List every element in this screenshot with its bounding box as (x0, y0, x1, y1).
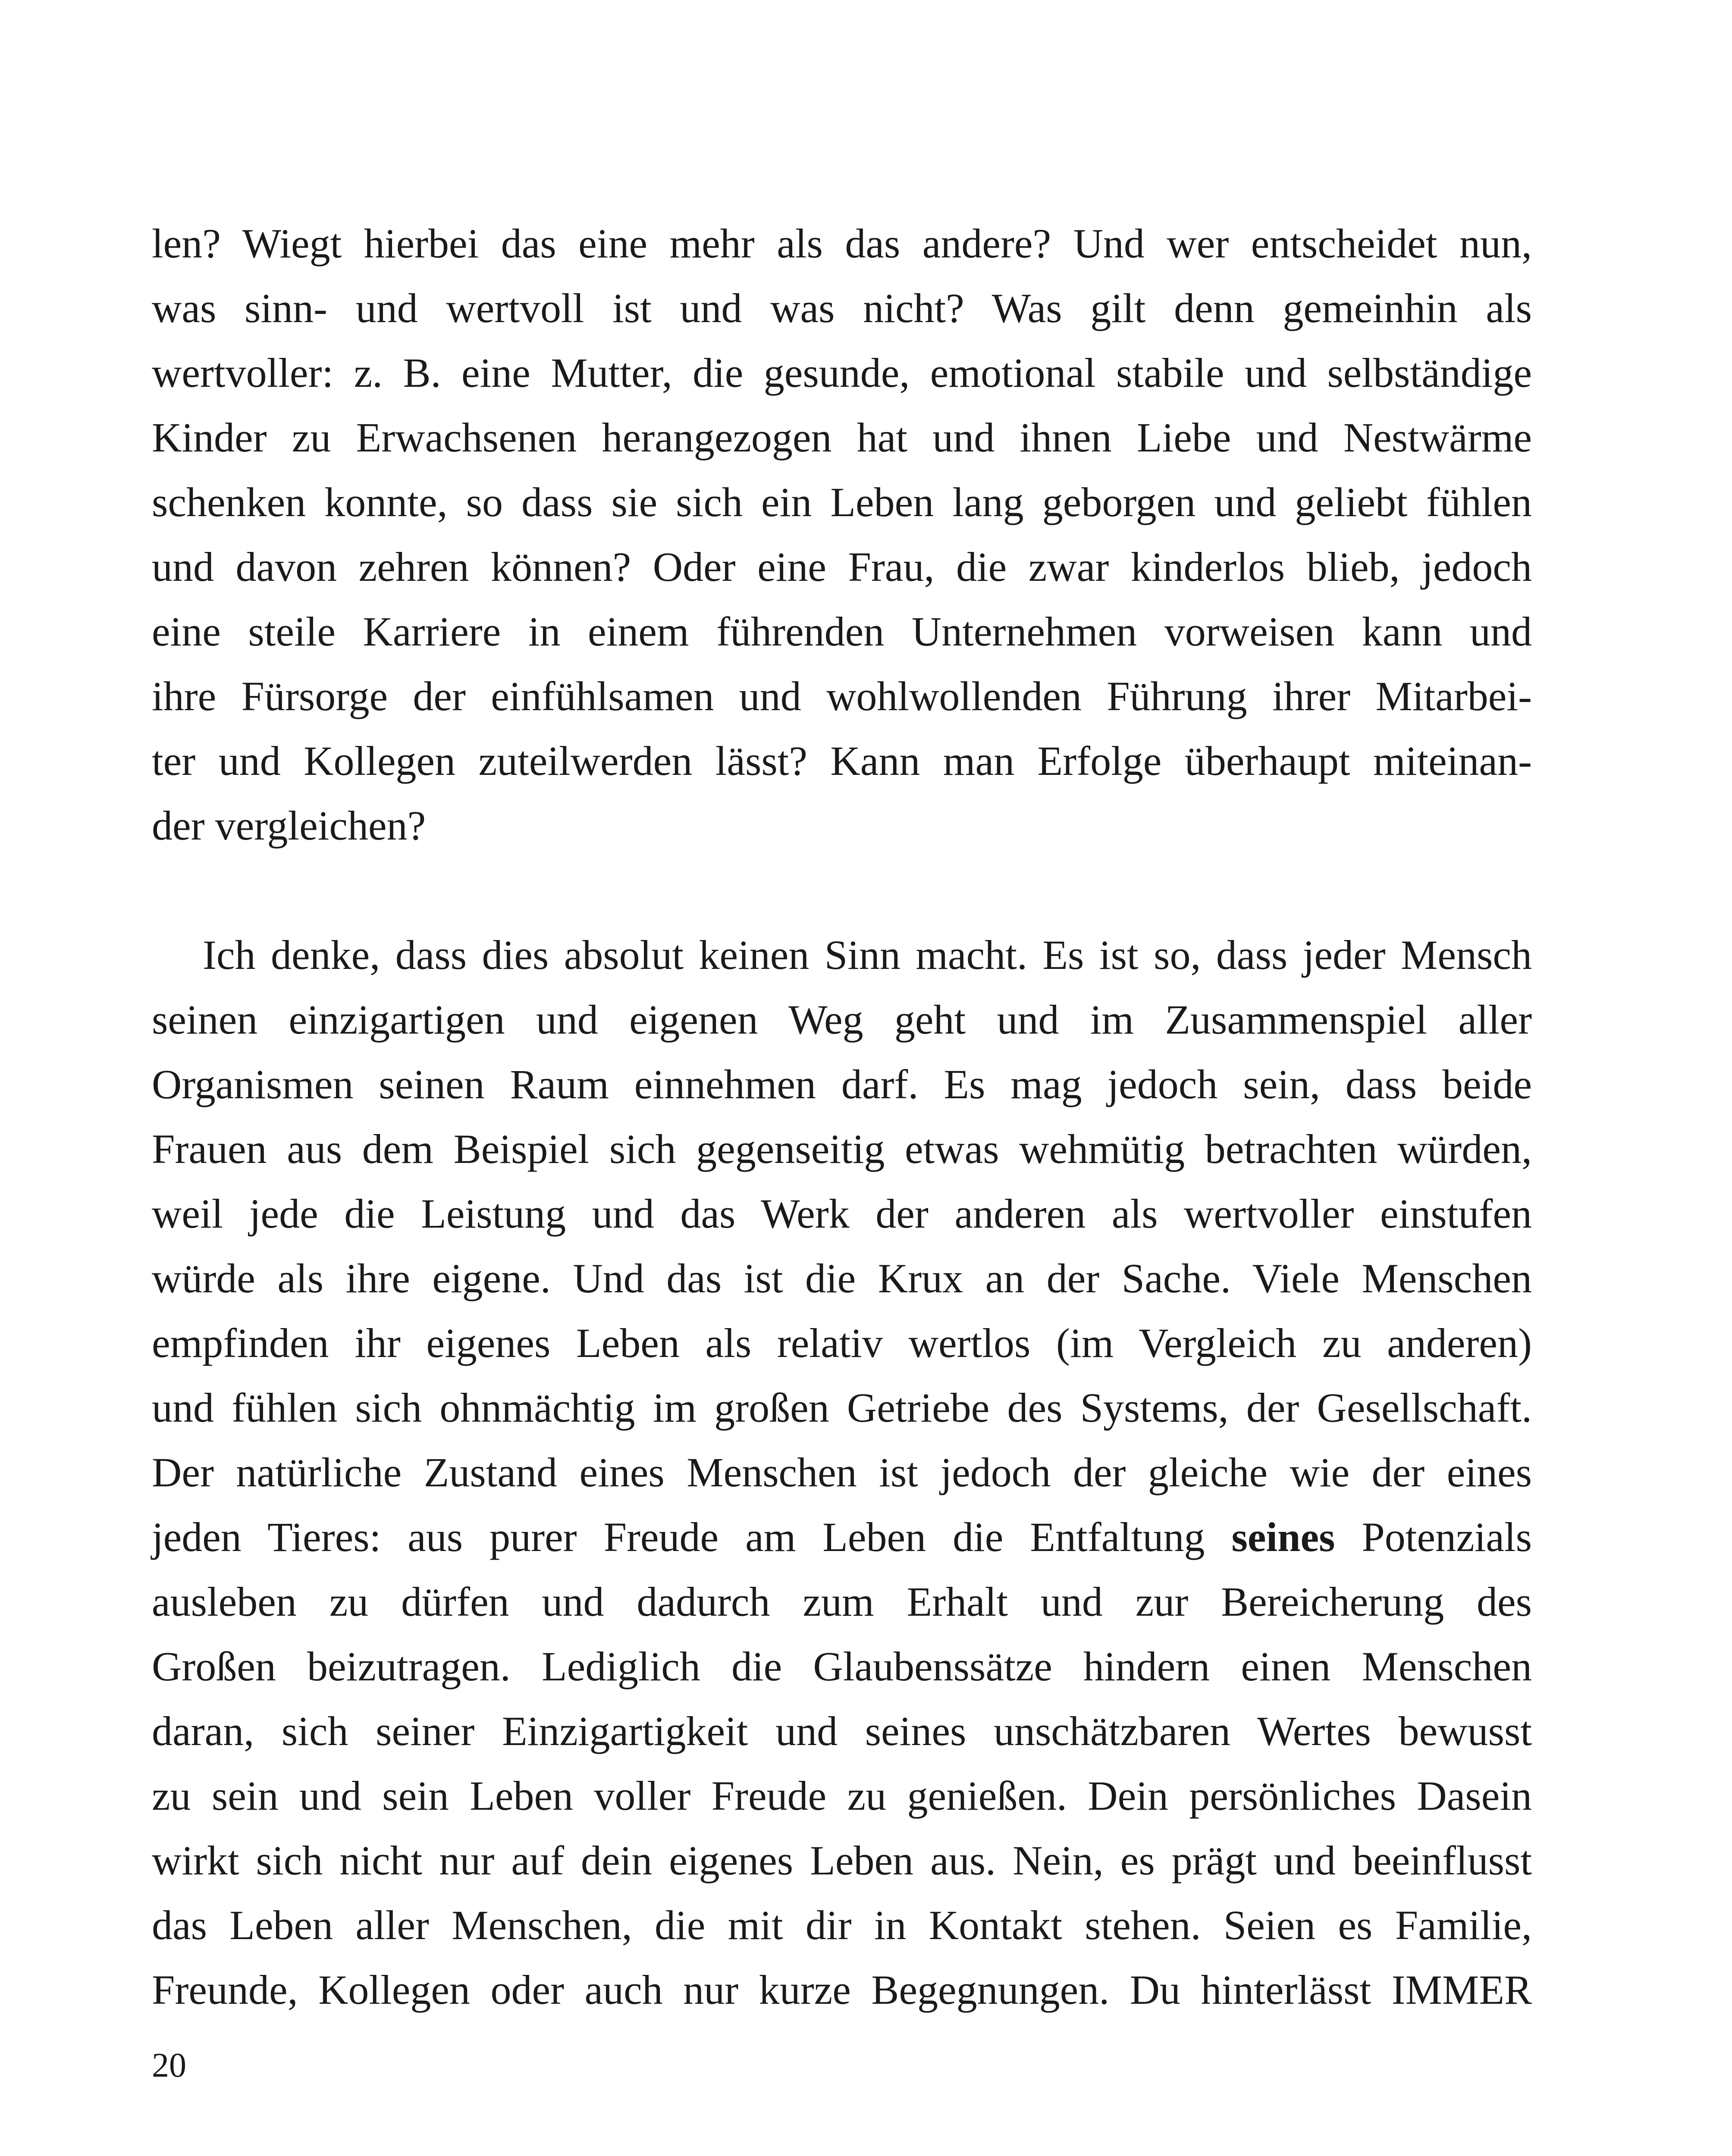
paragraph-2 (152, 923, 1532, 2022)
text-line: der vergleichen? (152, 802, 426, 849)
paragraph-spacer (152, 858, 1532, 923)
text-line: würde als ihre eigene. Und das ist die Krux an der Sache. Viele Menschen (152, 1255, 1532, 1301)
text-segment: Potenzials (1335, 1514, 1532, 1560)
text-line: Organismen seinen Raum einnehmen darf. Es mag jedoch sein, dass beide (152, 1061, 1532, 1107)
text-line: empfinden ihr eigenes Leben als relativ wertlos (im Vergleich zu anderen) (152, 1320, 1532, 1366)
text-line: ausleben zu dürfen und dadurch zum Erhalt und zur Bereicherung des (152, 1579, 1532, 1625)
text-line: Freunde, Kollegen oder auch nur kurze Begegnungen. Du hinterlässt IMMER (152, 1967, 1532, 2013)
text-line: weil jede die Leistung und das Werk der anderen als wertvoller einstufen (152, 1191, 1532, 1237)
text-line: Frauen aus dem Beispiel sich gegenseitig etwas wehmütig betrachten würden, (152, 1126, 1532, 1172)
text-line: seinen einzigartigen und eigenen Weg geht und im Zusammenspiel aller (152, 997, 1532, 1043)
text-line: Kinder zu Erwachsenen herangezogen hat und ihnen Liebe und Nestwärme (152, 414, 1532, 461)
text-segment: jeden Tieres: aus purer Freude am Leben die Entfaltung (152, 1514, 1232, 1560)
text-line: wirkt sich nicht nur auf dein eigenes Leben aus. Nein, es prägt und beeinflusst (152, 1837, 1532, 1883)
body-text (152, 211, 1532, 2022)
text-line: und davon zehren können? Oder eine Frau, die zwar kinderlos blieb, jedoch (152, 544, 1532, 590)
emphasized-word: seines (1231, 1514, 1335, 1560)
text-line: eine steile Karriere in einem führenden Unternehmen vorweisen kann und (152, 608, 1532, 655)
text-line: daran, sich seiner Einzigartigkeit und seines unschätzbaren Wertes bewusst (152, 1708, 1532, 1754)
text-line-content: Ich denke, dass dies absolut keinen Sinn macht. Es ist so, dass jeder Mensch (203, 932, 1532, 978)
text-line: und fühlen sich ohnmächtig im großen Getriebe des Systems, der Gesellschaft. (152, 1385, 1532, 1431)
text-line-with-emphasis (152, 1505, 1532, 1570)
text-line: ihre Fürsorge der einfühlsamen und wohlwollenden Führung ihrer Mitarbei- (152, 673, 1532, 719)
text-line: len? Wiegt hierbei das eine mehr als das andere? Und wer entscheidet nun, (152, 220, 1532, 266)
text-line: was sinn- und wertvoll ist und was nicht? Was gilt denn gemeinhin als (152, 285, 1532, 331)
text-line: wertvoller: z. B. eine Mutter, die gesunde, emotional stabile und selbständige (152, 350, 1532, 396)
text-line-first (152, 923, 1532, 987)
text-line: zu sein und sein Leben voller Freude zu genießen. Dein persönliches Dasein (152, 1773, 1532, 1819)
paragraph-1 (152, 211, 1532, 858)
page-number: 20 (152, 2046, 186, 2084)
text-line: schenken konnte, so dass sie sich ein Leben lang geborgen und geliebt fühlen (152, 479, 1532, 525)
text-line: Großen beizutragen. Lediglich die Glaubenssätze hindern einen Menschen (152, 1643, 1532, 1689)
text-line: Der natürliche Zustand eines Menschen ist jedoch der gleiche wie der eines (152, 1449, 1532, 1495)
text-line: das Leben aller Menschen, die mit dir in Kontakt stehen. Seien es Familie, (152, 1902, 1532, 1948)
text-line: ter und Kollegen zuteilwerden lässt? Kann man Erfolge überhaupt miteinan- (152, 738, 1532, 784)
